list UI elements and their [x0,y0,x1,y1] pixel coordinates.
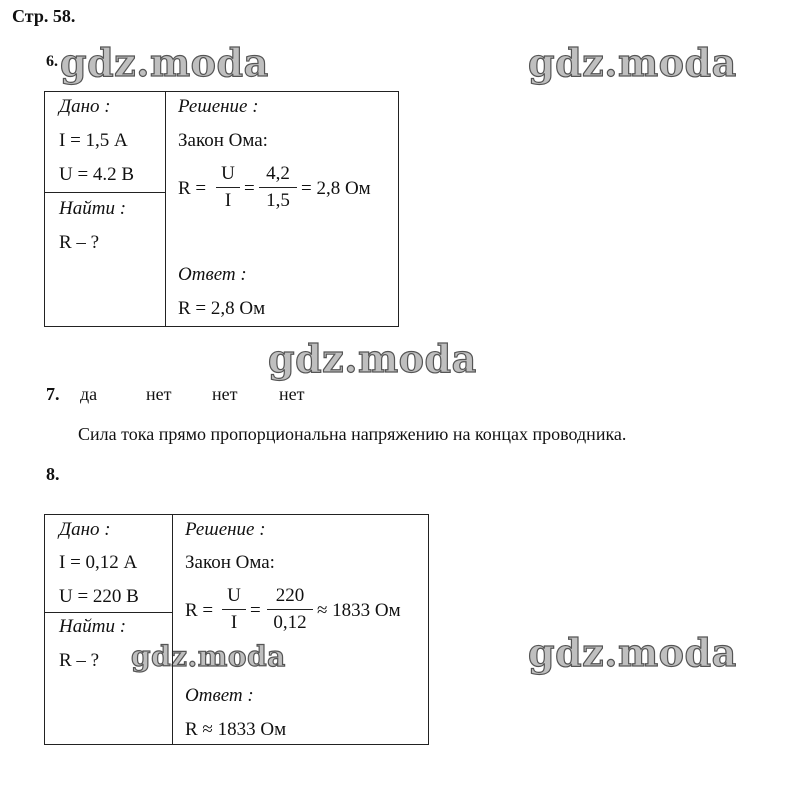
given-current: I = 1,5 А [59,130,128,151]
formula-r: R = [178,178,207,199]
fraction-denominator: I [230,612,238,633]
equals-sign: = [250,600,261,621]
fraction-values [267,585,313,634]
answer-3: нет [212,384,238,404]
solution-label: Решение : [185,519,266,540]
watermark: gdz.moda [528,40,737,85]
fraction-u-over-i [222,585,246,634]
answer-1: да [80,384,98,404]
ohm-law-label: Закон Ома: [185,552,275,573]
watermark: gdz.moda [268,336,477,381]
answer-2: нет [146,384,172,404]
problem-8-table [44,514,429,745]
given-current: I = 0,12 А [59,552,138,573]
fraction-denominator: 1,5 [266,190,290,211]
result: = 2,8 Ом [301,178,371,199]
fraction-denominator: 0,12 [273,612,307,633]
equals-sign: = [244,178,255,199]
answer-label: Ответ : [185,685,254,706]
fraction-numerator: 220 [275,585,305,606]
watermark: gdz.moda [528,630,737,675]
fraction-numerator: U [221,163,235,184]
solution-label: Решение : [178,96,259,117]
given-label: Дано : [59,519,111,540]
statement: Сила тока прямо пропорциональна напряжению на концах проводника. [78,424,627,444]
watermark: gdz.moda [60,40,269,85]
problem-6-table [44,91,399,327]
find-label: Найти : [59,198,127,219]
result: ≈ 1833 Ом [317,600,401,621]
fraction-u-over-i [216,163,240,212]
problem-7-number: 7. [46,384,60,404]
fraction-values [259,163,297,212]
find-resistance: R – ? [59,232,100,253]
given-voltage: U = 220 В [59,586,139,607]
find-resistance: R – ? [59,650,100,671]
fraction-numerator: 4,2 [266,163,290,184]
fraction-numerator: U [227,585,241,606]
problem-8-number: 8. [46,464,60,484]
page-title: Стр. 58. [12,6,76,26]
given-label: Дано : [59,96,111,117]
problem-6-number: 6. [46,53,58,70]
fraction-denominator: I [224,190,232,211]
answer-label: Ответ : [178,264,247,285]
find-label: Найти : [59,616,127,637]
answer-4: нет [279,384,305,404]
answer-value: R ≈ 1833 Ом [185,719,287,740]
formula-r: R = [185,600,214,621]
given-voltage: U = 4.2 В [59,164,135,185]
ohm-law-label: Закон Ома: [178,130,268,151]
watermark: gdz.moda [131,640,286,673]
answer-value: R = 2,8 Ом [178,298,266,319]
